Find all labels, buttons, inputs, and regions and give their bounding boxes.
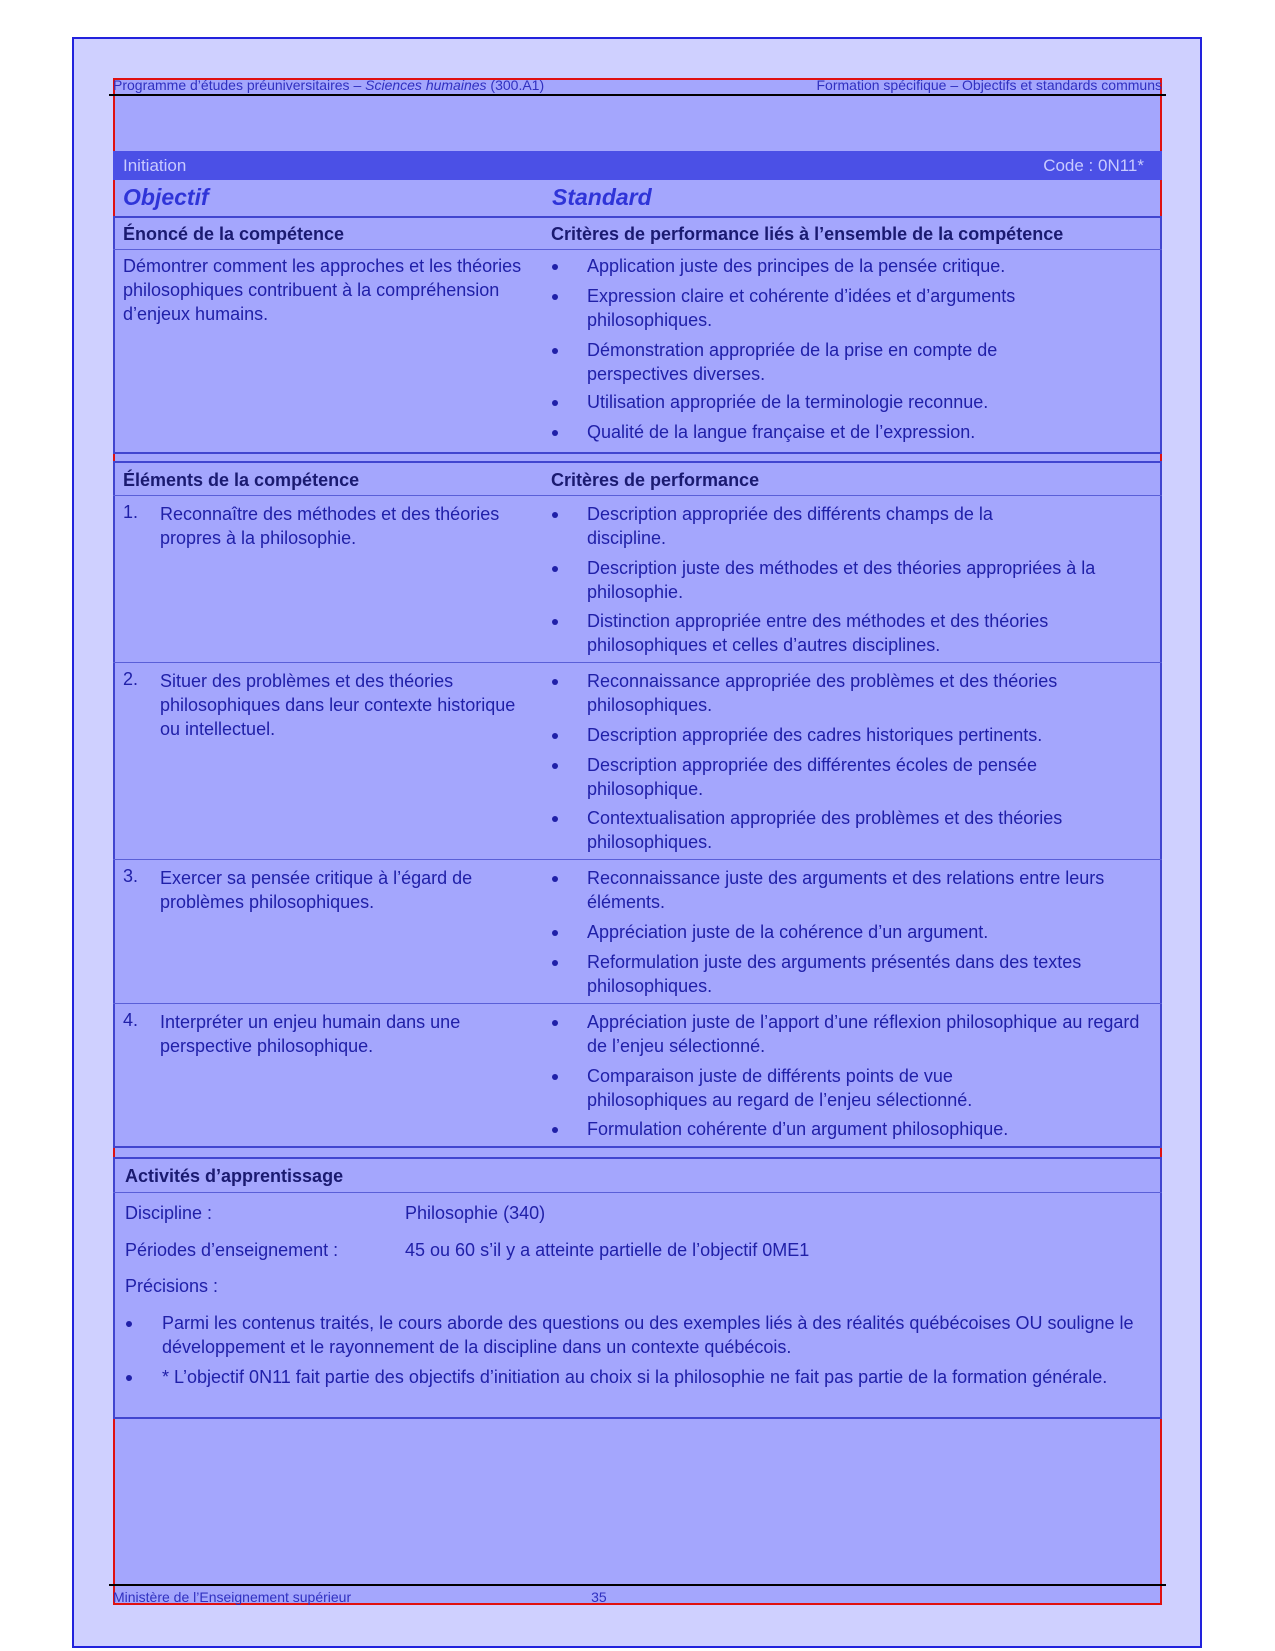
header-rule: [109, 94, 1166, 96]
bullet: [552, 294, 558, 300]
title-bar: [113, 151, 1162, 180]
header-right: Formation spécifique – Objectifs et standards communs: [816, 77, 1162, 93]
bullet: [552, 512, 558, 518]
divider: [113, 662, 1162, 663]
bullet: [552, 763, 558, 769]
divider: [113, 859, 1162, 860]
bullet: [552, 876, 558, 882]
bullet: [552, 566, 558, 572]
precisions-label: Précisions :: [125, 1276, 219, 1296]
element-criterion: Contextualisation appropriée des problèmes et des théories philosophiques.: [587, 808, 1063, 852]
competence-criterion: Démonstration appropriée de la prise en compte de perspectives diverses.: [587, 340, 998, 384]
objective-heading: Objectif: [123, 184, 209, 210]
element-number: 1.: [123, 502, 139, 522]
bullet: [552, 400, 558, 406]
bullet: [552, 733, 558, 739]
bullet: [552, 960, 558, 966]
element-criterion: Reformulation juste des arguments présentés dans des textes philosophiques.: [587, 952, 1082, 996]
divider: [113, 249, 1162, 250]
element-criterion: Description appropriée des cadres historiques pertinents.: [587, 725, 1043, 745]
element-criterion: Appréciation juste de l’apport d’une réflexion philosophique au regard de l’enjeu sélectionné.: [587, 1012, 1140, 1056]
bullet: [552, 1020, 558, 1026]
bullet: [552, 1127, 558, 1133]
competence-box: [113, 216, 1162, 454]
bullet: [552, 619, 558, 625]
bullet: [552, 816, 558, 822]
element-criterion: Description juste des méthodes et des théories appropriées à la philosophie.: [587, 558, 1096, 602]
competence-statement: Démontrer comment les approches et les théories philosophiques contribuent à la compréhension d’enjeux humains.: [123, 256, 522, 324]
periods-value: 45 ou 60 s’il y a atteinte partielle de l’objectif 0ME1: [405, 1240, 810, 1260]
element-text: Interpréter un enjeu humain dans une perspective philosophique.: [160, 1012, 461, 1056]
title-label: Initiation: [123, 155, 187, 175]
bullet: [552, 264, 558, 270]
standard-heading: Standard: [552, 184, 652, 210]
element-text: Reconnaître des méthodes et des théories propres à la philosophie.: [160, 504, 500, 548]
running-footer: [113, 1589, 1162, 1605]
bullet: [126, 1321, 132, 1327]
divider: [113, 495, 1162, 496]
element-text: Situer des problèmes et des théories philosophiques dans leur contexte historique ou intellectuel.: [160, 671, 516, 739]
precision-item: Parmi les contenus traités, le cours aborde des questions ou des exemples liés à des réalités québécoises OU souligne le développement et le rayonnement de la discipline dans un contexte québécois.: [162, 1313, 1134, 1357]
element-criterion: Reconnaissance appropriée des problèmes et des théories philosophiques.: [587, 671, 1058, 715]
competence-criterion: Application juste des principes de la pensée critique.: [587, 256, 1006, 276]
element-criterion: Formulation cohérente d’un argument philosophique.: [587, 1119, 1009, 1139]
element-criterion: Appréciation juste de la cohérence d’un argument.: [587, 922, 989, 942]
precision-item: * L’objectif 0N11 fait partie des objectifs d’initiation au choix si la philosophie ne fait pas partie de la formation générale.: [162, 1367, 1108, 1387]
competence-criterion: Utilisation appropriée de la terminologie reconnue.: [587, 392, 989, 412]
competence-criteria-heading: Critères de performance liés à l’ensemble de la compétence: [551, 224, 1064, 244]
footer-rule: [109, 1584, 1166, 1586]
statement-heading: Énoncé de la compétence: [123, 224, 345, 244]
discipline-label: Discipline :: [125, 1203, 213, 1223]
element-criterion: Description appropriée des différents champs de la discipline.: [587, 504, 993, 548]
competence-criterion: Expression claire et cohérente d’idées et d’arguments philosophiques.: [587, 286, 1016, 330]
element-criterion: Distinction appropriée entre des méthodes et des théories philosophiques et celles d’autres disciplines.: [587, 611, 1049, 655]
page-number: 35: [591, 1589, 607, 1605]
divider: [113, 1003, 1162, 1004]
discipline-value: Philosophie (340): [405, 1203, 546, 1223]
activities-heading: Activités d’apprentissage: [125, 1166, 344, 1186]
element-number: 3.: [123, 866, 139, 886]
bullet: [552, 930, 558, 936]
element-text: Exercer sa pensée critique à l’égard de problèmes philosophiques.: [160, 868, 473, 912]
footer-left: Ministère de l’Enseignement supérieur: [113, 1589, 352, 1605]
periods-label: Périodes d’enseignement :: [125, 1240, 339, 1260]
elements-criteria-heading: Critères de performance: [551, 470, 760, 490]
running-header: [113, 77, 1162, 93]
bullet: [552, 679, 558, 685]
bullet: [552, 1074, 558, 1080]
competence-criterion: Qualité de la langue française et de l’expression.: [587, 422, 976, 442]
element-number: 4.: [123, 1010, 139, 1030]
element-criterion: Reconnaissance juste des arguments et des relations entre leurs éléments.: [587, 868, 1105, 912]
element-criterion: Comparaison juste de différents points de vue philosophiques au regard de l’enjeu sélectionné.: [587, 1066, 973, 1110]
element-criterion: Description appropriée des différentes écoles de pensée philosophique.: [587, 755, 1037, 799]
header-left: Programme d’études préuniversitaires – Sciences humaines (300.A1): [113, 77, 545, 93]
elements-heading: Éléments de la compétence: [123, 470, 360, 490]
divider: [113, 1192, 1162, 1193]
bullet: [126, 1375, 132, 1381]
code-label: Code : 0N11*: [1043, 155, 1144, 175]
bullet: [552, 430, 558, 436]
bullet: [552, 348, 558, 354]
element-number: 2.: [123, 669, 139, 689]
